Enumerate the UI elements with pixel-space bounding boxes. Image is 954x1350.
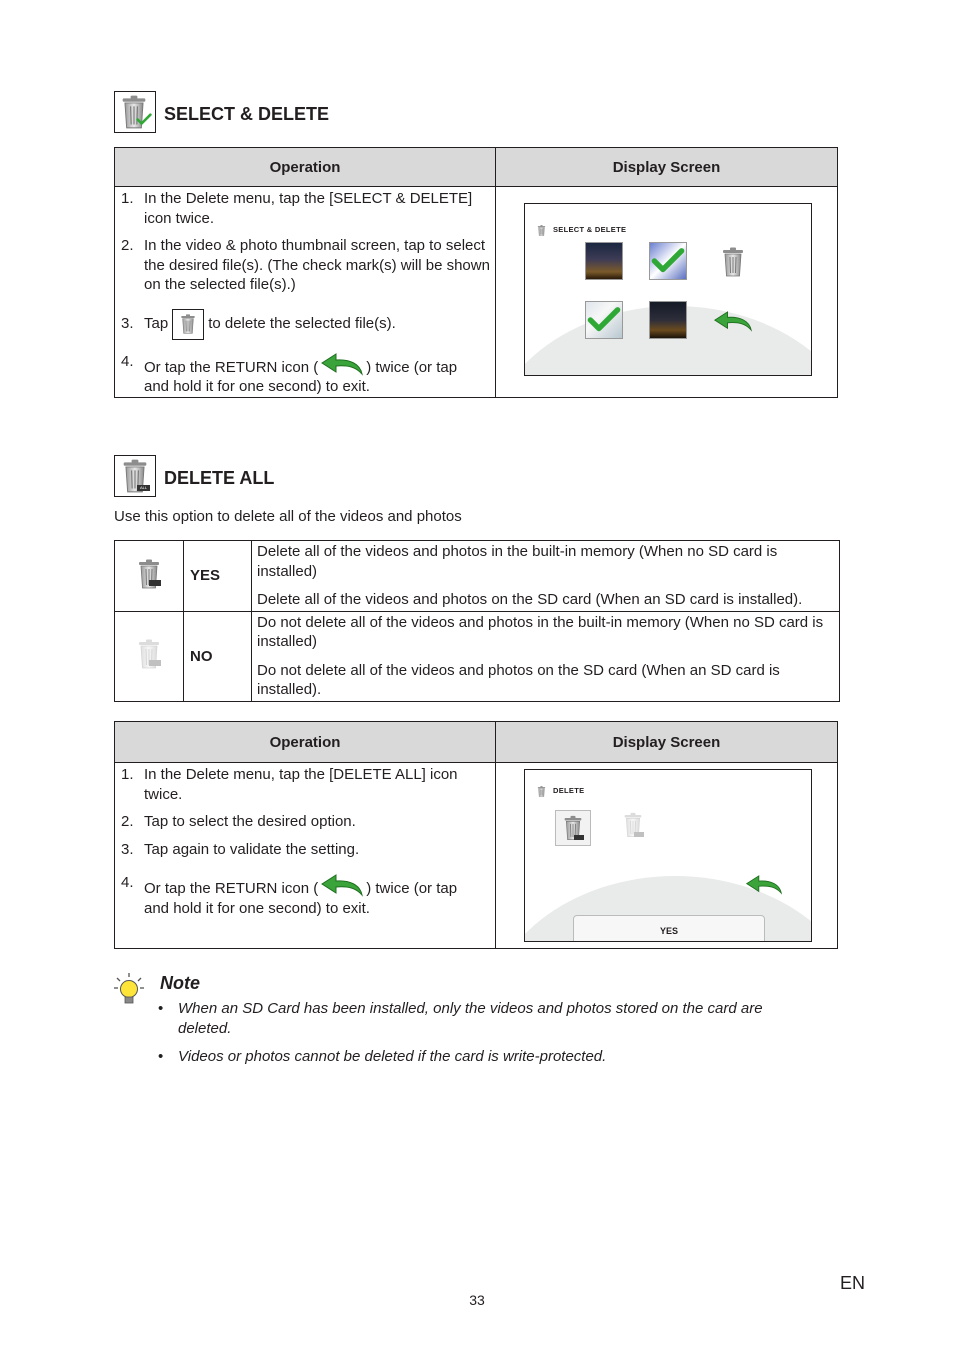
trash-check-icon <box>537 225 546 236</box>
section-title-delete-all: DELETE ALL <box>164 468 275 488</box>
option-yes[interactable]: YES <box>184 541 252 612</box>
column-header-display-screen: Display Screen <box>496 722 838 763</box>
option-no[interactable]: NO <box>184 611 252 701</box>
operation-cell <box>115 187 496 398</box>
operation-cell <box>115 763 496 949</box>
section-title-select-delete: SELECT & DELETE <box>164 104 330 124</box>
step-4: 4. Or tap the RETURN icon ( ) twice (or tap and hold it for one second) to exit. <box>121 874 458 917</box>
delete-all-no-option[interactable] <box>623 812 649 842</box>
check-icon <box>651 247 685 275</box>
photo-thumbnail-selected[interactable] <box>585 301 623 339</box>
display-screen-cell <box>496 187 838 398</box>
trash-icon[interactable] <box>721 247 745 277</box>
trash-all-icon: ALL <box>114 455 156 497</box>
trash-all-icon[interactable] <box>136 559 162 589</box>
return-arrow-icon[interactable] <box>713 310 753 332</box>
step-2: 2. In the video & photo thumbnail screen, tap to select the desired file(s). (The check mark(s) will be shown on the selected file(s).) <box>121 237 490 293</box>
step-3: 3. Tap again to validate the setting. <box>121 840 360 858</box>
option-icon-cell <box>115 541 184 612</box>
option-no-description: Do not delete all of the videos and photos in the built-in memory (When no SD card is installed) Do not delete all of the videos and photos on the SD card (When an SD card is installed). <box>252 611 840 701</box>
screen-delete-all <box>524 769 812 942</box>
screen-title: SELECT & DELETE <box>553 225 627 234</box>
trash-icon <box>537 786 546 797</box>
check-icon <box>587 306 621 334</box>
step-1: 1. In the Delete menu, tap the [DELETE ALL] icon twice. <box>121 766 458 803</box>
trash-icon <box>172 309 204 340</box>
video-thumbnail[interactable] <box>585 242 623 280</box>
step-2: 2. Tap to select the desired option. <box>121 813 356 830</box>
column-header-display-screen: Display Screen <box>496 148 838 187</box>
delete-all-options-table <box>114 540 840 702</box>
step-1: 1. In the Delete menu, tap the [SELECT & DELETE] icon twice. <box>121 190 473 227</box>
note-item: • When an SD Card has been installed, only the videos and photos stored on the card are deleted. <box>158 1000 763 1037</box>
column-header-operation: Operation <box>115 148 496 187</box>
note-item: • Videos or photos cannot be deleted if the card is write-protected. <box>158 1048 607 1065</box>
trash-all-icon[interactable] <box>136 639 162 669</box>
photo-thumbnail-selected[interactable] <box>649 242 687 280</box>
return-arrow-icon <box>320 873 364 897</box>
step-4: 4. Or tap the RETURN icon ( ) twice (or tap and hold it for one second) to exit. <box>121 352 458 395</box>
option-icon-cell <box>115 611 184 701</box>
return-arrow-icon <box>320 352 364 376</box>
delete-all-yes-option[interactable] <box>555 810 591 846</box>
selected-option-bar <box>573 915 765 942</box>
language-label: EN <box>840 1273 866 1293</box>
screen-title: DELETE <box>553 786 585 795</box>
delete-all-table <box>114 721 838 949</box>
screen-select-delete <box>524 203 812 376</box>
return-arrow-icon[interactable] <box>745 874 783 895</box>
page-number: 33 <box>469 1292 485 1308</box>
note-title: Note <box>160 973 200 993</box>
step-3: 3. Tap to delete the selected file(s). <box>115 309 491 340</box>
option-yes-description: Delete all of the videos and photos in the built-in memory (When no SD card is installed) Delete all of the videos and photos on the SD card (When an SD card is installed). <box>252 541 840 612</box>
selected-option-label: YES <box>659 926 678 936</box>
select-delete-table <box>114 147 838 398</box>
lightbulb-icon <box>113 972 145 1006</box>
video-thumbnail[interactable] <box>649 301 687 339</box>
delete-all-intro: Use this option to delete all of the videos and photos <box>114 508 462 525</box>
display-screen-cell <box>496 763 838 949</box>
trash-check-icon <box>114 91 156 133</box>
column-header-operation: Operation <box>115 722 496 763</box>
